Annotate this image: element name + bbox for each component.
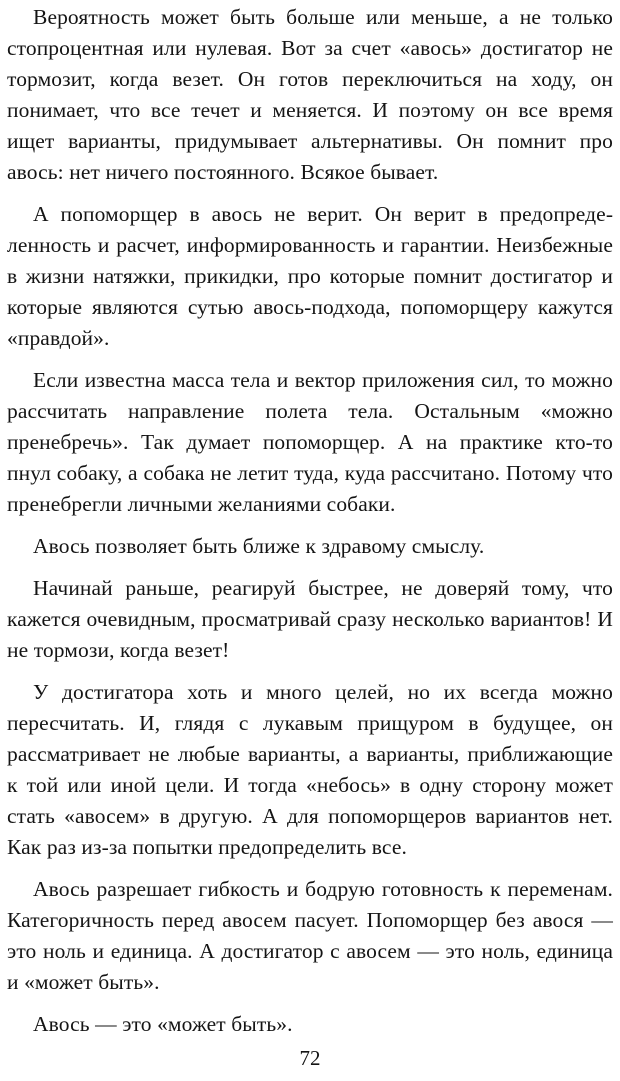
page-number: 72 bbox=[299, 1046, 321, 1070]
paragraph-7: Авось разрешает гибкость и бодрую готовность к переменам. Категоричность перед авосем пасует. Попоморщер без авося — это ноль и единица. А достигатор с авосем — это ноль, единица и «может быть». bbox=[7, 877, 613, 994]
paragraph-1: Вероятность может быть больше или меньше, а не только стопроцентная или нулевая. Вот за счет «авось» достигатор не тормозит, когда везет. Он готов переключиться на ходу, он понимает, что все течет и меняется. И поэтому он все время ищет варианты, придумывает альтернативы. Он помнит про авось: нет ничего постоянного. Всякое бывает. bbox=[7, 5, 613, 184]
paragraph-3: Если известна масса тела и вектор приложения сил, то можно рассчитать направление полета тела. Остальным «можно пренебречь». Так думает попоморщер. А на практике кто-то пнул собаку, а собака не летит туда, куда рассчитано. Потому что пренебрегли личными желаниями собаки. bbox=[7, 368, 613, 516]
paragraph-4: Авось позволяет быть ближе к здравому смыслу. bbox=[33, 534, 485, 558]
paragraph-8: Авось — это «может быть». bbox=[33, 1012, 293, 1036]
paragraph-5: Начинай раньше, реагируй быстрее, не доверяй тому, что кажется очевидным, просматривай сразу несколько вариантов! И не тормози, когда везет! bbox=[7, 576, 613, 662]
paragraph-2: А попоморщер в авось не верит. Он верит в предопределенность и расчет, информированность и гарантии. Неизбежные в жизни натяжки, прикидки, про которые помнит достигатор и которые являются сутью авось-подхода, попоморщеру кажутся «правдой». bbox=[7, 202, 613, 350]
page-body-text bbox=[7, 2, 613, 1051]
paragraph-6: У достигатора хоть и много целей, но их всегда можно пересчитать. И, глядя с лукавым прищуром в будущее, он рассматривает не любые варианты, а варианты, приближающие к той или иной цели. И тогда «небось» в одну сторону может стать «авосем» в другую. А для попоморщеров вариантов нет. Как раз из-за попытки предопределить все. bbox=[7, 680, 613, 859]
